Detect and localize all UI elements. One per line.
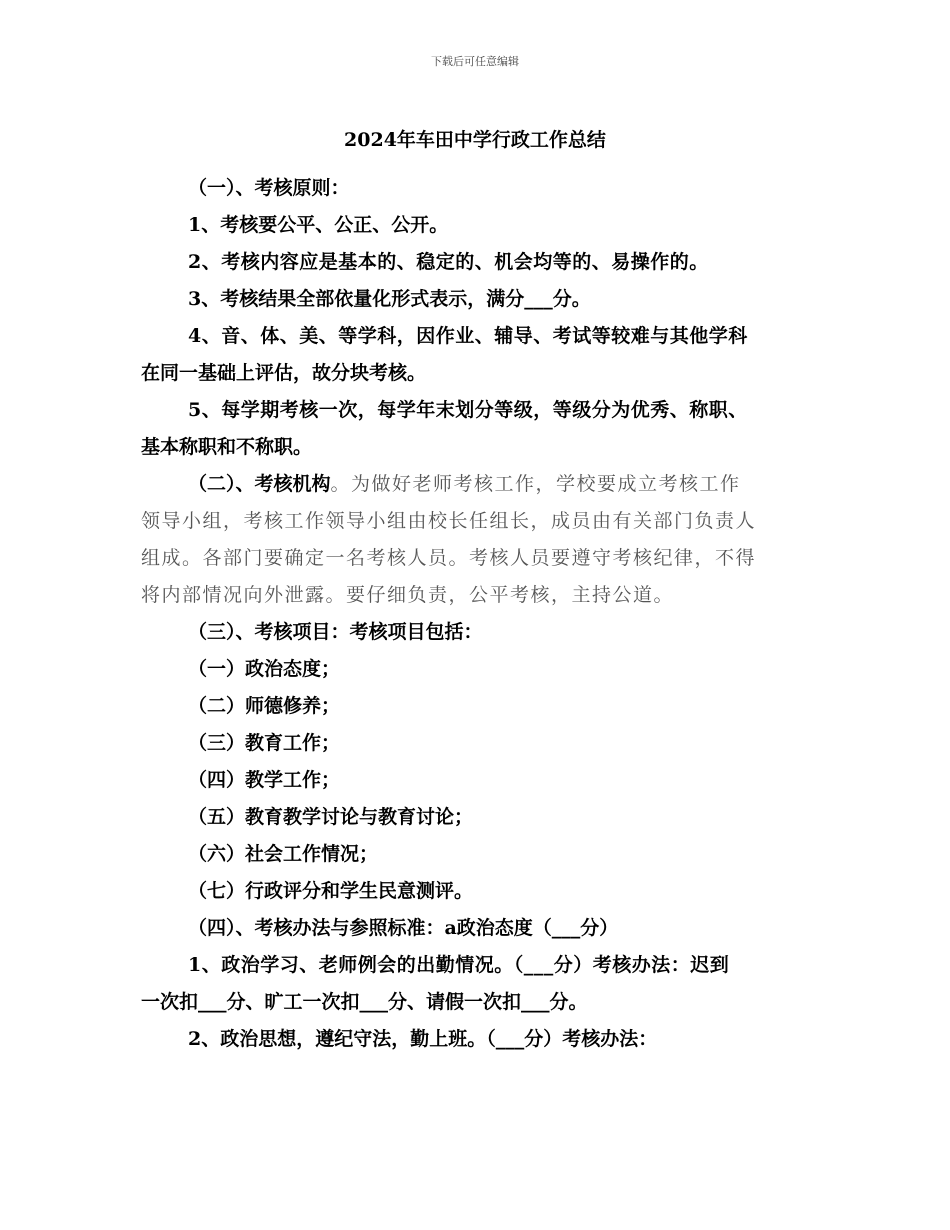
list-item: （五）教育教学讨论与教育讨论； bbox=[188, 806, 474, 828]
list-item: （一）政治态度； bbox=[188, 658, 341, 680]
list-item: （七）行政评分和学生民意测评。 bbox=[188, 880, 474, 902]
paragraph-line: 5、每学期考核一次，每学年末划分等级，等级分为优秀、称职、 bbox=[188, 399, 748, 421]
paragraph-line: 1、政治学习、老师例会的出勤情况。（___分）考核办法：迟到 bbox=[188, 954, 730, 976]
paragraph-line: 组成。各部门要确定一名考核人员。考核人员要遵守考核纪律，不得 bbox=[141, 547, 757, 569]
header-note: 下载后可任意编辑 bbox=[431, 55, 519, 68]
list-item: （三）教育工作； bbox=[188, 732, 341, 754]
list-item: （二）师德修养； bbox=[188, 695, 341, 717]
section-heading: （一）、考核原则： bbox=[188, 177, 350, 199]
paragraph-line: 3、考核结果全部依量化形式表示，满分___分。 bbox=[188, 288, 591, 310]
paragraph-line: 2、考核内容应是基本的、稳定的、机会均等的、易操作的。 bbox=[188, 251, 709, 273]
paragraph-text: 。为做好老师考核工作，学校要成立考核工作 bbox=[330, 473, 741, 495]
paragraph-line: 4、音、体、美、等学科，因作业、辅导、考试等较难与其他学科 bbox=[188, 325, 748, 347]
document-title: 2024年车田中学行政工作总结 bbox=[344, 129, 606, 151]
section-heading: （二）、考核机构 bbox=[188, 473, 331, 495]
list-item: （四）教学工作； bbox=[188, 769, 341, 791]
paragraph-line: 一次扣___分、旷工一次扣___分、请假一次扣___分。 bbox=[141, 991, 588, 1013]
paragraph-line: 领导小组，考核工作领导小组由校长任组长，成员由有关部门负责人 bbox=[141, 510, 757, 532]
paragraph-line: 将内部情况向外泄露。要仔细负责，公平考核，主持公道。 bbox=[141, 584, 675, 606]
paragraph-line: 在同一基础上评估，故分块考核。 bbox=[141, 362, 427, 384]
section-heading: （三）、考核项目：考核项目包括： bbox=[188, 621, 483, 643]
paragraph-line: 基本称职和不称职。 bbox=[141, 436, 313, 458]
paragraph-line: 2、政治思想，遵纪守法，勤上班。（___分）考核办法： bbox=[188, 1028, 658, 1050]
list-item: （六）社会工作情况； bbox=[188, 843, 379, 865]
paragraph-line: 1、考核要公平、公正、公开。 bbox=[188, 214, 449, 236]
paragraph-line bbox=[188, 471, 741, 497]
section-heading: （四）、考核办法与参照标准：a政治态度（___分） bbox=[188, 917, 619, 939]
